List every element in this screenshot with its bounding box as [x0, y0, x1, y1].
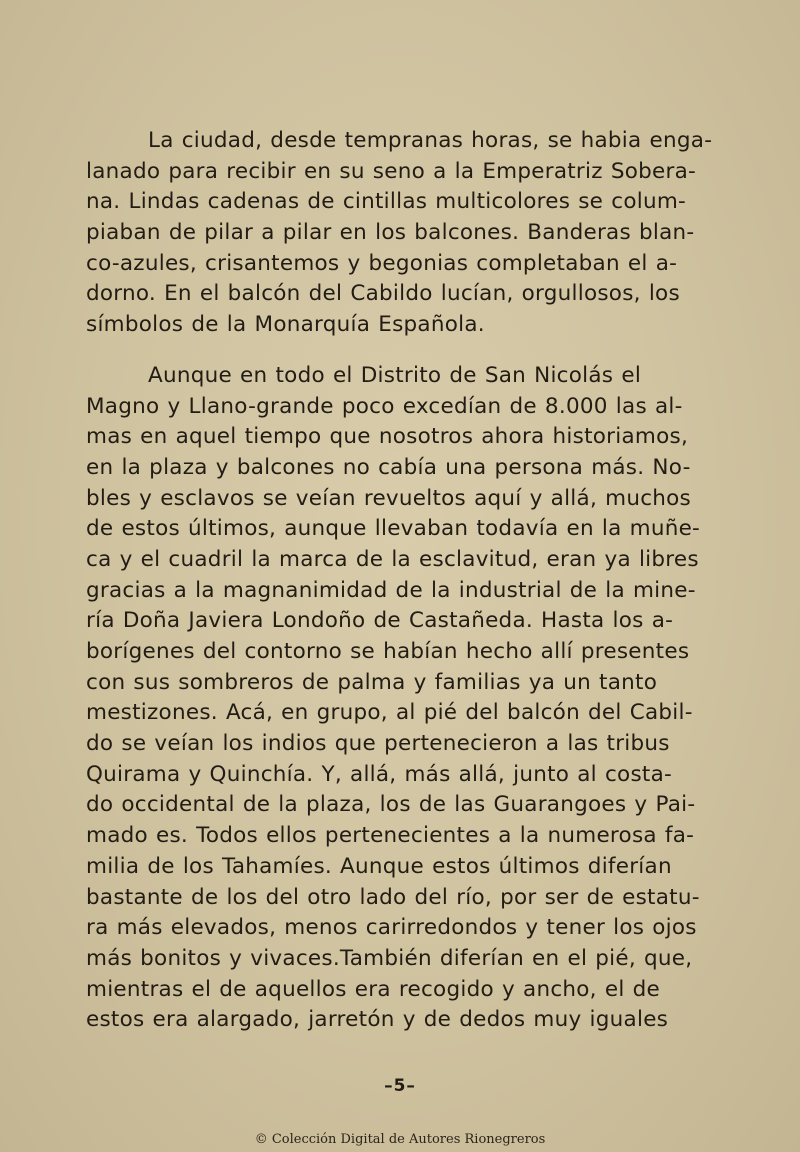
- text-line: borígenes del contorno se habían hecho allí presentes: [86, 639, 690, 664]
- text-line: Aunque en todo el Distrito de San Nicolás el: [148, 362, 642, 388]
- text-line: La ciudad, desde tempranas horas, se habia enga-: [148, 128, 713, 153]
- text-line: con sus sombreros de palma y familias ya un tanto: [86, 669, 658, 695]
- text-line: ría Doña Javiera Londoño de Castañeda. Hasta los a-: [86, 608, 674, 634]
- paragraph-1-cont: [86, 157, 726, 341]
- text-line: do occidental de la plaza, los de las Guarangoes y Pai-: [86, 792, 696, 818]
- text-line: más bonitos y vivaces.También diferían en el pié, que,: [86, 945, 693, 971]
- text-line: Quirama y Quinchía. Y, allá, más allá, junto al costa-: [86, 761, 673, 787]
- text-line: piaban de pilar a pilar en los balcones. Banderas blan-: [86, 220, 695, 246]
- text-line: bles y esclavos se veían revueltos aquí y allá, muchos: [86, 485, 691, 511]
- body-text: [86, 126, 726, 1036]
- text-line: dorno. En el balcón del Cabildo lucían, orgullosos, los: [86, 281, 680, 307]
- paragraph-gap: [86, 341, 726, 361]
- text-line: estos era alargado, jarretón y de dedos muy iguales: [86, 1007, 669, 1033]
- text-line: do se veían los indios que pertenecieron a las tribus: [86, 731, 670, 757]
- text-line: mado es. Todos ellos pertenecientes a la numerosa fa-: [86, 823, 695, 849]
- text-line: co-azules, crisantemos y begonias completaban el a-: [86, 250, 678, 276]
- text-line: mas en aquel tiempo que nosotros ahora historiamos,: [86, 424, 689, 450]
- text-line: na. Lindas cadenas de cintillas multicolores se colum-: [86, 189, 687, 215]
- text-line: mientras el de aquellos era recogido y ancho, el de: [86, 976, 660, 1002]
- text-line: lanado para recibir en su seno a la Emperatriz Sobera-: [86, 158, 697, 184]
- text-line: símbolos de la Monarquía Española.: [86, 312, 485, 338]
- paragraph-2: [86, 361, 726, 392]
- text-line: ca y el cuadril la marca de la esclavitud, eran ya libres: [86, 546, 699, 572]
- text-line: de estos últimos, aunque llevaban todavía en la muñe-: [86, 516, 701, 542]
- paragraph-2-cont: [86, 392, 726, 1036]
- text-line: en la plaza y balcones no cabía una persona más. No-: [86, 454, 691, 480]
- copyright-footer: © Colección Digital de Autores Rionegreros: [254, 1132, 546, 1147]
- text-line: mestizones. Acá, en grupo, al pié del balcón del Cabil-: [86, 700, 693, 726]
- paragraph-1: [86, 126, 726, 157]
- text-line: bastante de los del otro lado del río, por ser de estatu-: [86, 884, 700, 910]
- text-line: gracias a la magnanimidad de la industrial de la mine-: [86, 577, 696, 603]
- text-line: milia de los Tahamíes. Aunque estos últimos diferían: [86, 853, 672, 879]
- page-number: –5–: [384, 1076, 416, 1096]
- text-line: ra más elevados, menos carirredondos y tener los ojos: [86, 915, 697, 941]
- text-line: Magno y Llano-grande poco excedían de 8.000 las al-: [86, 393, 683, 419]
